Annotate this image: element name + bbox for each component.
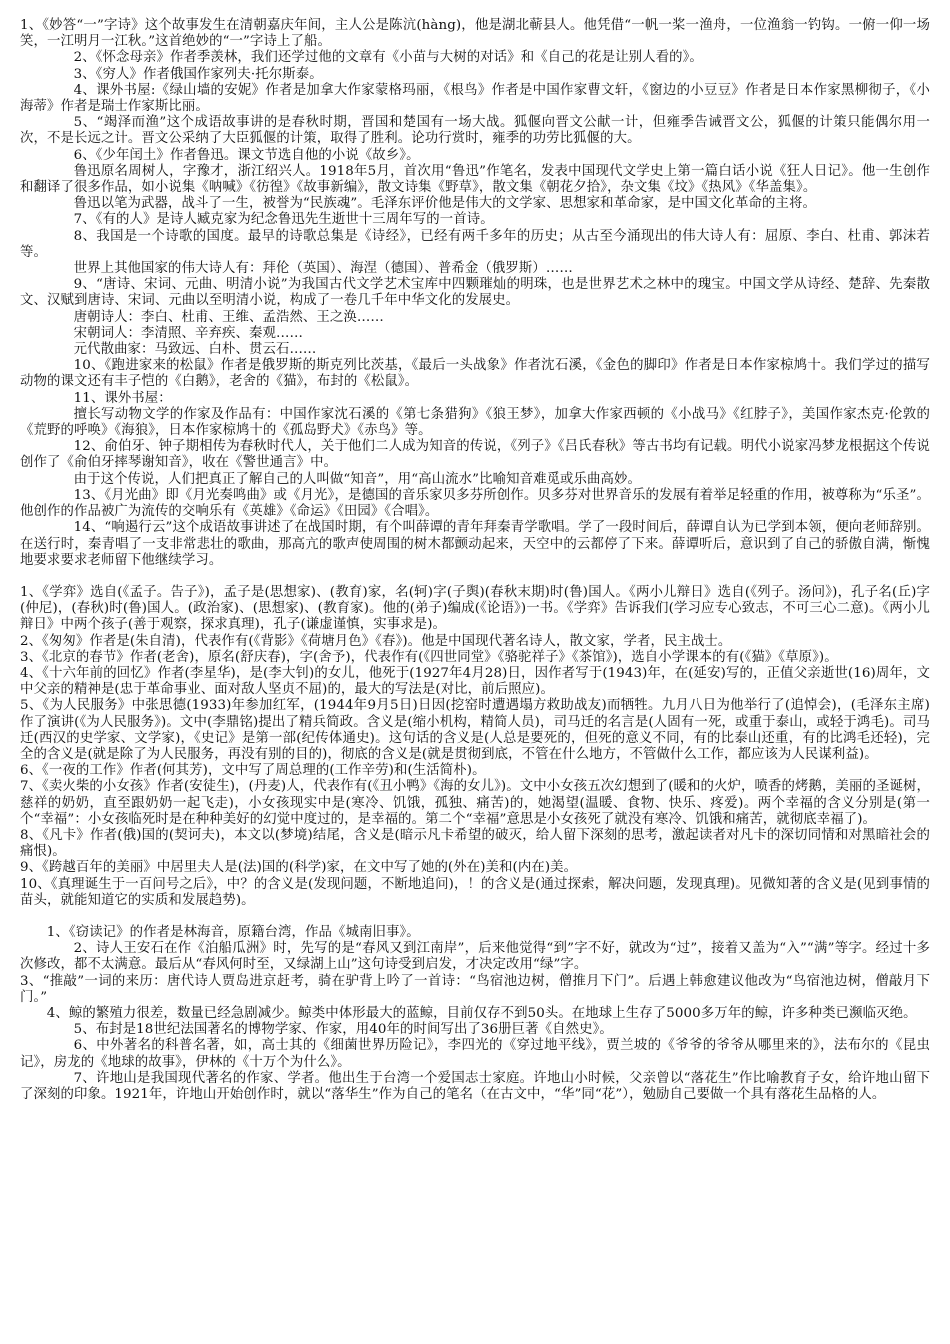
paragraph: 10、《跑进家来的松鼠》作者是俄罗斯的斯克列比茨基，《最后一头战象》作者沈石溪，《金色的脚印》作者是日本作家椋鸠十。我们学过的描写动物的课文还有丰子恺的《白鹅》，老舍的《猫》，布封的《松鼠》。 [20,358,930,390]
paragraph: 6、《一夜的工作》作者(何其芳)，文中写了周总理的(工作辛劳)和(生活简朴)。 [20,763,486,779]
paragraph: 3、《穷人》作者俄国作家列夫·托尔斯泰。 [73,66,323,82]
paragraph: 宋朝词人：李清照、辛弃疾、秦观…… [73,325,303,341]
paragraph: 5、布封是18世纪法国著名的博物学家、作家，用40年的时间写出了36册巨著《自然史》。 [73,1022,613,1038]
section-gap [20,569,930,585]
paragraph: 2、《匆匆》作者是(朱自清)，代表作有(《背影》《荷塘月色》《春》)。他是中国现代著名诗人，散文家，学者，民主战士。 [20,633,732,649]
paragraph: 5、“竭泽而渔”这个成语故事讲的是春秋时期，晋国和楚国有一场大战。狐偃向晋文公献一计，但雍季告诫晋文公，狐偃的计策只能偶尔用一次，不是长远之计。晋文公采纳了大臣狐偃的计策，取得了胜利。论功行赏时，雍季的功劳比狐偃的大。 [20,115,930,147]
paragraph: 鲁迅以笔为武器，战斗了一生，被誉为“民族魂”。毛泽东评价他是伟大的文学家、思想家和革命家，是中国文化革命的主将。 [73,196,816,212]
paragraph: 13、《月光曲》即《月光奏鸣曲》或《月光》，是德国的音乐家贝多芬所创作。贝多芬对世界音乐的发展有着举足轻重的作用，被尊称为“乐圣”。他创作的作品被广为流传的交响乐有《英雄》《命运》《田园》《合唱》。 [20,487,930,520]
paragraph: 1、《妙答“一”字诗》这个故事发生在清朝嘉庆年间，主人公是陈沆(hàng)，他是湖北蕲县人。他凭借“一帆一桨一渔舟，一位渔翁一钓钩。一俯一仰一场笑，一江明月一江秋。”这首绝妙的“一”字诗上了船。 [20,18,930,50]
section-authors-notes [20,18,930,569]
paragraph: 1、《学弈》选自(《孟子。告子》)，孟子是(思想家)、(教育)家，名(轲)字(子舆)(春秋末期)时(鲁)国人。《两小儿辩日》选自(《列子。汤问》)，孔子名(丘)字(仲尼)，(春秋)时(鲁)国人。(政治家)、(思想家)、(教育家)。他的(弟子)编成(《论语》)一书。《学弈》告诉我们(学习应专心致志，不可三心二意)。《两小儿辩日》中两个孩子(善于观察，探求真理)，孔子(谦虚谨慎，实事求是)。 [20,584,930,633]
paragraph: 由于这个传说，人们把真正了解自己的人叫做“知音”，用“高山流水”比喻知音难觅或乐曲高妙。 [73,471,641,487]
paragraph: 鲁迅原名周树人，字豫才，浙江绍兴人。1918年5月，首次用“鲁迅”作笔名，发表中国现代文学史上第一篇白话小说《狂人日记》。他一生创作和翻译了很多作品，如小说集《呐喊》《彷徨》《故事新编》，散文诗集《野草》，散文集《朝花夕拾》，杂文集《坟》《热风》《华盖集》。 [20,163,930,196]
section-fill-in-answers [20,585,930,909]
paragraph: 元代散曲家：马致远、白朴、贯云石…… [73,342,317,358]
paragraph: 7、《卖火柴的小女孩》作者(安徒生)，(丹麦)人，代表作有(《丑小鸭》《海的女儿》)。文中小女孩五次幻想到了(暖和的火炉，喷香的烤鹅，美丽的圣诞树，慈祥的奶奶，直至跟奶奶一起飞走)，小女孩现实中是(寒冷、饥饿，孤独、痛苦)的，她渴望(温暖、食物、快乐、疼爱)。两个幸福的含义分别是(第一个“幸福”：小女孩临死时是在种种美好的幻觉中度过的，是幸福的。第二个“幸福”意思是小女孩死了就没有寒冷、饥饿和痛苦，就彻底幸福了)。 [20,779,930,827]
paragraph: 8、《凡卡》作者(俄)国的(契诃夫)，本文以(梦境)结尾，含义是(暗示凡卡希望的破灭，给人留下深刻的思考，激起读者对凡卡的深切同情和对黑暗社会的痛恨)。 [20,827,930,860]
paragraph: 4、《十六年前的回忆》作者(李星华)，是(李大钊)的女儿，他死于(1927年4月28)日，因作者写于(1943)年，在(延安)写的，正值父亲逝世(16)周年，文中父亲的精神是(忠于革命事业、面对敌人坚贞不屈)的，最大的写法是(对比，前后照应)。 [20,665,930,698]
section-gap [20,909,930,925]
paragraph: 9、“唐诗、宋词、元曲、明清小说”为我国古代文学艺术宝库中四颗璀灿的明珠，也是世界艺术之林中的瑰宝。中国文学从诗经、楚辞、先秦散文、汉赋到唐诗、宋词、元曲以至明清小说，构成了一卷几千年中华文化的发展史。 [20,277,930,309]
paragraph: 2、《怀念母亲》作者季羡林，我们还学过他的文章有《小苗与大树的对话》和《自己的花是让别人看的》。 [73,50,703,66]
paragraph: 3、《北京的春节》作者(老舍)，原名(舒庆春)，字(舍予)，代表作有(《四世同堂》《骆驼祥子》《茶馆》)，选自小学课本的有(《猫》《草原》)。 [20,649,838,665]
paragraph: 2、诗人王安石在作《泊船瓜洲》时，先写的是“春风又到江南岸”，后来他觉得“到”字不好，就改为“过”，接着又盖为“入”“满”等字。经过十多次修改，都不太满意。最后从“春风何时至，又绿湖上山”这句诗受到启发，才决定改用“绿”字。 [20,941,930,973]
paragraph: 5、《为人民服务》中张思德(1933)年参加红军，(1944年9月5日)日因(挖窑时遭遇塌方救助战友)而牺牲。九月八日为他举行了(追悼会)，(毛泽东主席)作了演讲(《为人民服务》)。文中(李鼎铭)提出了精兵简政。含义是(缩小机构，精简人员)，司马迁的名言是(人固有一死，或重于泰山，或轻于鸿毛)。司马迁(西汉的史学家、文学家)，《史记》是第一部(纪传体通史)。这句话的含义是(人总是要死的，但死的意义不同，有的比泰山还重，有的比鸿毛还轻)，完全的含义是(就是除了为人民服务，再没有别的目的)，彻底的含义是(就是贯彻到底，不管在什么地方，不管做什么工作，都应该为人民谋利益)。 [20,698,930,762]
paragraph: 世界上其他国家的伟大诗人有：拜伦（英国）、海涅（德国）、普希金（俄罗斯）…… [73,261,573,277]
paragraph: 6、《少年闰土》作者鲁迅。课文节选自他的小说《故乡》。 [73,147,420,163]
paragraph: 11、课外书屋： [73,390,172,406]
paragraph: 10、《真理诞生于一百问号之后》，中？的含义是(发现问题，不断地追问)，！的含义是(通过探索，解决问题，发现真理)。见微知著的含义是(见到事情的苗头，就能知道它的实质和发展趋势)。 [20,876,930,908]
paragraph: 4、课外书屋:《绿山墙的安妮》作者是加拿大作家蒙格玛丽，《根鸟》作者是中国作家曹文轩，《窗边的小豆豆》作者是日本作家黑柳彻子，《小海蒂》作者是瑞士作家斯比丽。 [20,82,930,115]
paragraph: 14、“响遏行云”这个成语故事讲述了在战国时期，有个叫薛谭的青年拜秦青学歌唱。学了一段时间后，薛谭自认为已学到本领，便向老师辞别。在送行时，秦青唱了一支非常悲壮的歌曲，那高亢的歌声使周围的树木都颤动起来，天空中的云都停了下来。薛谭听后，意识到了自己的骄傲自满，惭愧地要求要求老师留下他继续学习。 [20,520,930,568]
paragraph: 6、中外著名的科普名著，如，高士其的《细菌世界历险记》，李四光的《穿过地平线》，贾兰坡的《爷爷的爷爷从哪里来的》，法布尔的《昆虫记》，房龙的《地球的故事》，伊林的《十万个为什么》。 [20,1038,930,1070]
paragraph: 8、我国是一个诗歌的国度。最早的诗歌总集是《诗经》，已经有两千多年的历史；从古至今涌现出的伟大诗人有：屈原、李白、杜甫、郭沫若等。 [20,228,930,260]
paragraph: 12、俞伯牙、钟子期相传为春秋时代人，关于他们二人成为知音的传说，《列子》《吕氏春秋》等古书均有记载。明代小说家冯梦龙根据这个传说创作了《俞伯牙摔琴谢知音》，收在《警世通言》中。 [20,439,930,471]
section-literary-facts [20,925,930,1103]
paragraph: 7、《有的人》是诗人臧克家为纪念鲁迅先生逝世十三周年写的一首诗。 [73,212,494,228]
paragraph: 9、《跨越百年的美丽》中居里夫人是(法)国的(科学)家，在文中写了她的(外在)美和(内在)美。 [20,860,578,876]
paragraph: 唐朝诗人：李白、杜甫、王维、孟浩然、王之涣…… [73,309,384,325]
paragraph: 7、许地山是我国现代著名的作家、学者。他出生于台湾一个爱国志士家庭。许地山小时候，父亲曾以“落花生”作比喻教育子女，给许地山留下了深刻的印象。1921年，许地山开始创作时，就以“落华生”作为自己的笔名（在古文中，“华”同“花”），勉励自己要做一个具有落花生品格的人。 [20,1070,930,1102]
paragraph: 3、“推敲”一词的来历：唐代诗人贾岛进京赶考，骑在驴背上吟了一首诗：“鸟宿池边树，僧推月下门”。后遇上韩愈建议他改为“鸟宿池边树，僧敲月下门。” [20,973,930,1005]
paragraph: 4、鲸的繁殖力很差，数量已经急剧减少。鲸类中体形最大的蓝鲸，目前仅存不到50头。在地球上生存了5000多万年的鲸，许多种类已濒临灭绝。 [46,1005,917,1021]
paragraph: 1、《窃读记》的作者是林海音，原籍台湾，作品《城南旧事》。 [46,924,420,940]
paragraph: 擅长写动物文学的作家及作品有：中国作家沈石溪的《第七条猎狗》《狼王梦》，加拿大作家西顿的《小战马》《红脖子》，美国作家杰克·伦敦的《荒野的呼唤》《海狼》，日本作家椋鸠十的《孤岛野犬》《赤鸟》等。 [20,406,930,439]
